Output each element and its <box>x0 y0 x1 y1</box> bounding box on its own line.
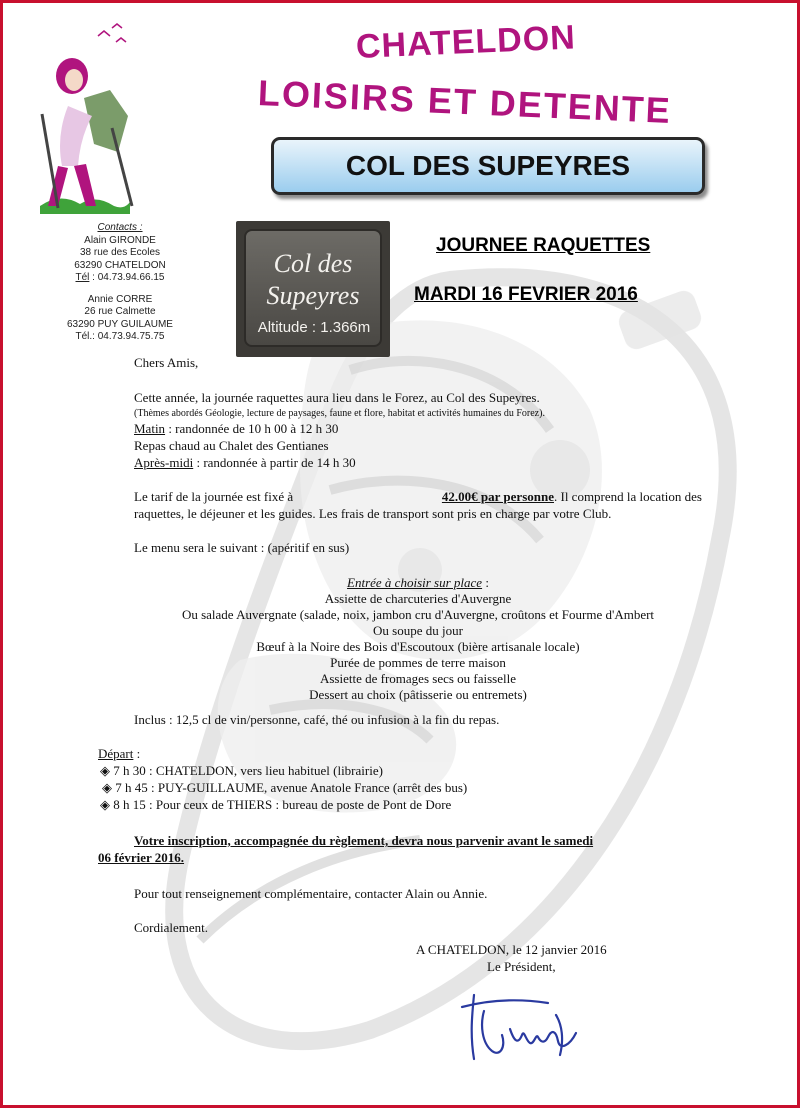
signatory-role: Le Président, <box>487 959 556 974</box>
contact1-tel-label: Tél <box>75 272 90 283</box>
departure-item: ◈ 7 h 30 : CHATELDON, vers lieu habituel (librairie) <box>100 763 383 778</box>
price-post: . Il comprend la location des <box>553 489 702 504</box>
sign-altitude: Altitude : 1.366m <box>257 319 371 336</box>
club-title-line1: CHATELDON <box>355 18 577 66</box>
registration-line1: Votre inscription, accompagnée du règlement, devra nous parvenir avant le samedi <box>134 833 594 848</box>
registration-line2: 06 février 2016. <box>98 850 185 865</box>
intro-line: Cette année, la journée raquettes aura lieu dans le Forez, au Col des Supeyres. <box>134 390 540 405</box>
afternoon-text: : randonnée à partir de 14 h 30 <box>193 455 356 470</box>
entree-colon: : <box>482 575 489 590</box>
contact1-name: Alain GIRONDE <box>84 234 156 246</box>
price-line2: raquettes, le déjeuner et les guides. Les frais de transport sont pris en charge par votre Club. <box>134 506 612 521</box>
contacts-heading: Contacts : <box>97 222 143 233</box>
sign-line1: Col des <box>273 249 353 278</box>
bullet-icon: ◈ <box>100 763 110 778</box>
morning-line <box>134 421 338 437</box>
president-signature <box>452 985 592 1065</box>
morning-text: : randonnée de 10 h 00 à 12 h 30 <box>165 421 339 436</box>
menu-item: Dessert au choix (pâtisserie ou entremets) <box>309 687 527 702</box>
lunch-line: Repas chaud au Chalet des Gentianes <box>134 438 329 453</box>
departure-heading: Départ <box>98 746 134 761</box>
col-sign-photo <box>236 221 390 357</box>
contact2-phone: Tél.: 04.73.94.75.75 <box>75 331 165 342</box>
menu-item: Ou soupe du jour <box>373 623 463 638</box>
price-group <box>442 489 702 505</box>
regards-line: Cordialement. <box>134 920 209 935</box>
event-title: JOURNEE RAQUETTES <box>436 235 651 256</box>
departure-item: ◈ 8 h 15 : Pour ceux de THIERS : bureau de poste de Pont de Dore <box>100 797 452 812</box>
contact1-phone <box>40 272 200 285</box>
sign-line2: Supeyres <box>266 281 360 310</box>
contacts-block <box>40 222 200 344</box>
departure-colon: : <box>133 746 141 761</box>
contact2-name: Annie CORRE <box>87 293 153 305</box>
entree-heading-line <box>134 575 702 591</box>
greeting: Chers Amis, <box>134 355 199 370</box>
afternoon-label: Après-midi <box>134 455 194 470</box>
event-date: MARDI 16 FEVRIER 2016 <box>414 284 638 305</box>
contact1-street: 38 rue des Ecoles <box>79 247 161 258</box>
menu-intro: Le menu sera le suivant : (apéritif en sus) <box>134 540 350 555</box>
entree-heading: Entrée à choisir sur place <box>347 575 483 590</box>
price-value: 42.00€ par personne <box>441 489 554 504</box>
contact1-city: 63290 CHATELDON <box>74 259 166 271</box>
menu-item: Assiette de charcuteries d'Auvergne <box>324 591 512 606</box>
hiker-logo <box>28 18 138 218</box>
contact1-tel: : 04.73.94.66.15 <box>89 272 165 283</box>
menu-item: Ou salade Auvergnate (salade, noix, jambon cru d'Auvergne, croûtons et Fourme d'Ambert <box>181 607 655 622</box>
included-line: Inclus : 12,5 cl de vin/personne, café, thé ou infusion à la fin du repas. <box>134 712 500 727</box>
menu-item: Bœuf à la Noire des Bois d'Escoutoux (bière artisanale locale) <box>256 639 580 654</box>
afternoon-line <box>134 455 356 471</box>
info-line: Pour tout renseignement complémentaire, contacter Alain ou Annie. <box>134 886 488 901</box>
bullet-icon: ◈ <box>100 797 110 812</box>
themes-line: (Thèmes abordés Géologie, lecture de paysages, faune et flore, habitat et activités humaines du Forez). <box>134 408 545 419</box>
price-line <box>134 489 702 505</box>
departure-heading-line <box>98 746 140 762</box>
bullet-icon: ◈ <box>102 780 112 795</box>
price-pre: Le tarif de la journée est fixé à <box>134 489 294 504</box>
departure-item: ◈ 7 h 45 : PUY-GUILLAUME, avenue Anatole France (arrêt des bus) <box>102 780 468 795</box>
club-title-line2: LOISIRS ET DETENTE <box>257 72 673 132</box>
morning-label: Matin <box>134 421 166 436</box>
contact2-city: 63290 PUY GUILAUME <box>67 318 173 330</box>
place-date: A CHATELDON, le 12 janvier 2016 <box>416 942 607 957</box>
menu-list <box>134 575 702 703</box>
menu-item: Purée de pommes de terre maison <box>330 655 506 670</box>
contact2-street: 26 rue Calmette <box>84 306 156 317</box>
menu-item: Assiette de fromages secs ou faisselle <box>319 671 517 686</box>
col-sign <box>244 229 382 347</box>
location-banner: COL DES SUPEYRES <box>271 137 705 195</box>
